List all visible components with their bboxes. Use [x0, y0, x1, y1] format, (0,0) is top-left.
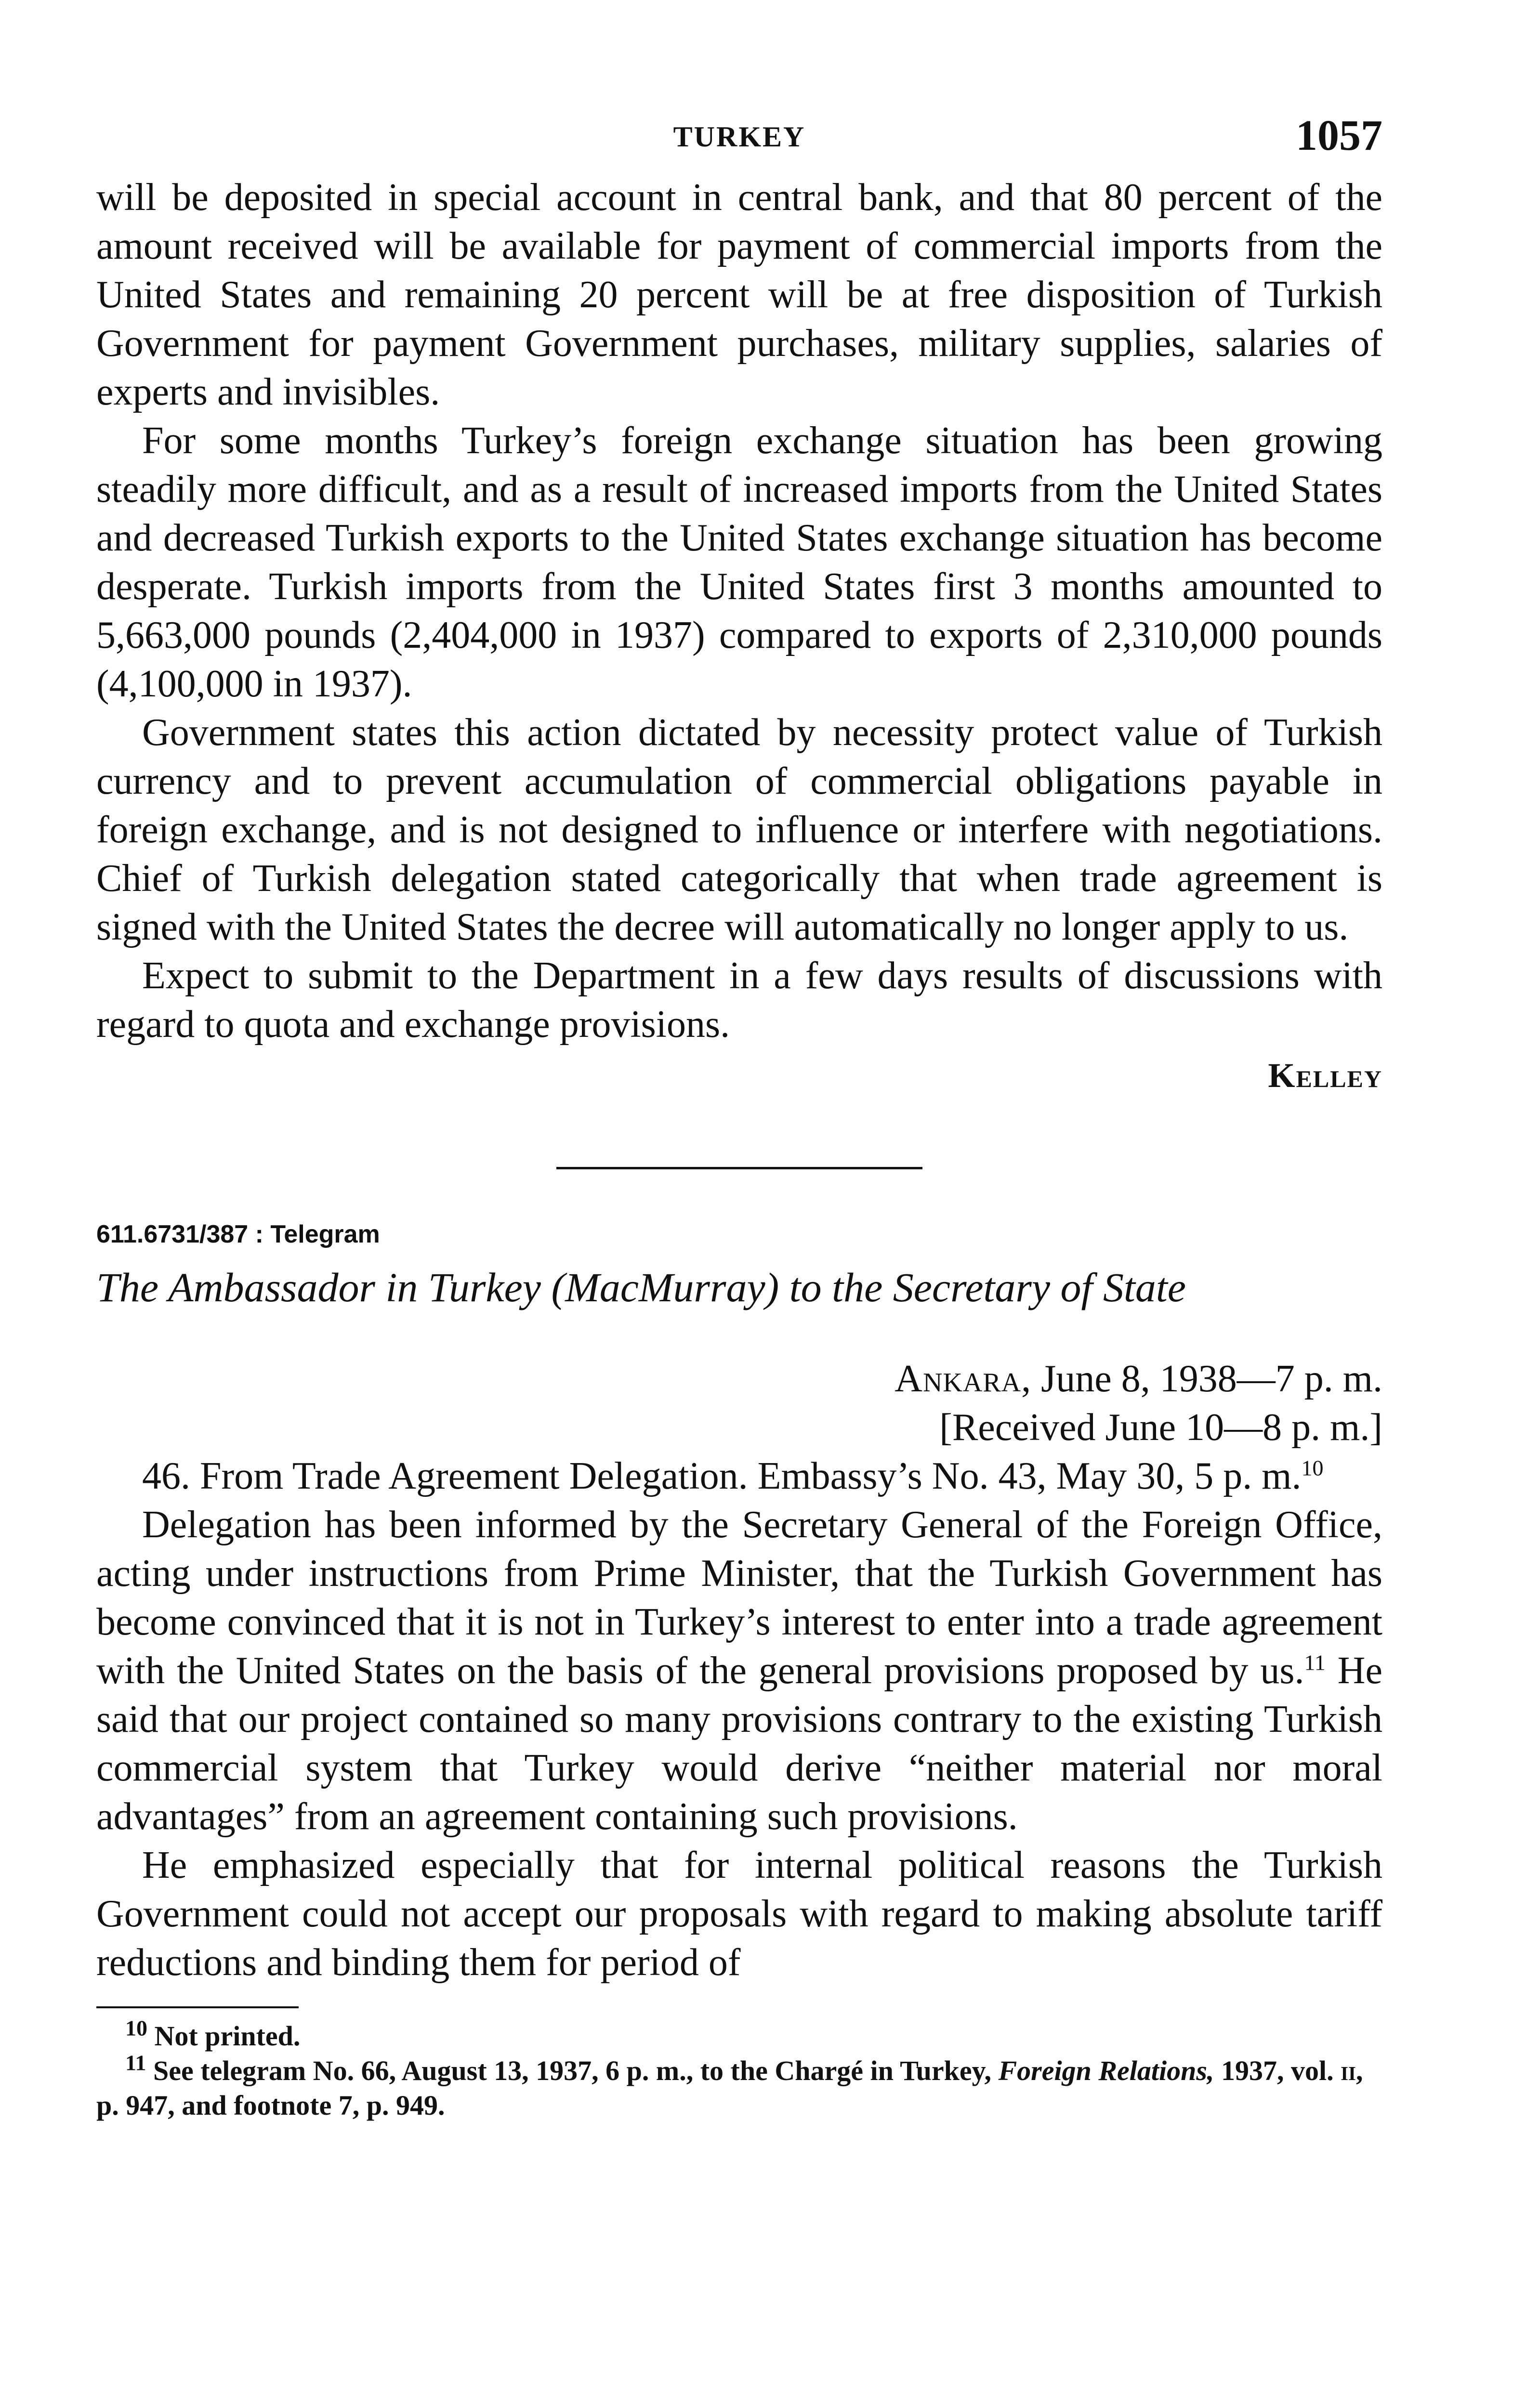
footnote-marker-10: 10: [1301, 1455, 1324, 1480]
footnote-11-marker: 11: [125, 2050, 146, 2075]
running-title: TURKEY: [673, 121, 806, 153]
document-title: The Ambassador in Turkey (MacMurray) to the Secretary of State: [96, 1264, 1186, 1310]
footnote-11-text-c: , p. 947, and footnote 7, p. 949.: [96, 2055, 1363, 2121]
footnote-11-italic: Foreign Relations,: [998, 2055, 1214, 2086]
running-head: [96, 111, 1382, 173]
document-page: [96, 111, 1382, 2123]
dateline-sent: [96, 1355, 1382, 1403]
paragraph-expect-submit: Expect to submit to the Department in a few days results of discussions with regard to quota and exchange provisions.: [96, 955, 1382, 1046]
page-number: 1057: [1296, 112, 1382, 159]
footnote-marker-11: 11: [1304, 1650, 1326, 1675]
dateline-place: Ankara,: [895, 1358, 1032, 1400]
footnote-divider: [96, 2006, 299, 2008]
footnote-11: [96, 2050, 1382, 2123]
opening-line: [96, 1452, 1382, 1501]
footnote-10: [96, 2015, 1382, 2054]
section-divider: [556, 1167, 922, 1169]
opening-line-text: 46. From Trade Agreement Delegation. Embassy’s No. 43, May 30, 5 p. m.: [142, 1455, 1302, 1497]
paragraph-delegation-main: Delegation has been informed by the Secretary General of the Foreign Office, acting under instructions from Prime Minister, that the Turkish Government has become convinced that it is not in Turkey’s interest to enter into a trade agreement with the United States on the basis of the general provisions proposed by us.: [96, 1504, 1382, 1692]
footnote-11-volume: ii: [1341, 2055, 1356, 2086]
signature: Kelley: [1268, 1056, 1382, 1095]
paragraph-emphasized: He emphasized especially that for internal political reasons the Turkish Government could not accept our proposals with regard to making absolute tariff reductions and binding them for period of: [96, 1844, 1382, 1984]
file-reference: 611.6731/387 : Telegram: [96, 1220, 380, 1248]
paragraph-continued: will be deposited in special account in central bank, and that 80 percent of the amount received will be available for payment of commercial imports from the United States and remaining 20 percent will be at free disposition of Turkish Government for payment Government purchases, military supplies, salaries of experts and invisibles.: [96, 176, 1382, 413]
dateline-received: [Received June 10—8 p. m.]: [939, 1406, 1382, 1449]
paragraph-delegation-rest: He said that our project contained so many provisions contrary to the existing Turkish commercial system that Turkey would derive “neither material nor moral advantages” from an agreement containing such provisions.: [96, 1649, 1383, 1838]
paragraph-government-statement: Government states this action dictated by necessity protect value of Turkish currency and to prevent accumulation of commercial obligations payable in foreign exchange, and is not designed to influence or interfere with negotiations. Chief of Turkish delegation stated categorically that when trade agreement is signed with the United States the decree will automatically no longer apply to us.: [96, 711, 1382, 948]
paragraph-exchange-situation: For some months Turkey’s foreign exchange situation has been growing steadily more difficult, and as a result of increased imports from the United States and decreased Turkish exports to the United States exchange situation has become desperate. Turkish imports from the United States first 3 months amounted to 5,663,000 pounds (2,404,000 in 1937) compared to exports of 2,310,000 pounds (4,100,000 in 1937).: [96, 419, 1382, 705]
footnote-11-text-b: 1937, vol.: [1214, 2055, 1341, 2086]
footnote-10-marker: 10: [125, 2015, 147, 2041]
paragraph-delegation-informed: [96, 1501, 1382, 1841]
footnote-10-text: Not printed.: [154, 2020, 301, 2052]
dateline-date: June 8, 1938—7 p. m.: [1041, 1358, 1382, 1400]
dateline: [96, 1355, 1382, 1452]
footnote-11-text-a: See telegram No. 66, August 13, 1937, 6 p. m., to the Chargé in Turkey,: [153, 2055, 999, 2086]
